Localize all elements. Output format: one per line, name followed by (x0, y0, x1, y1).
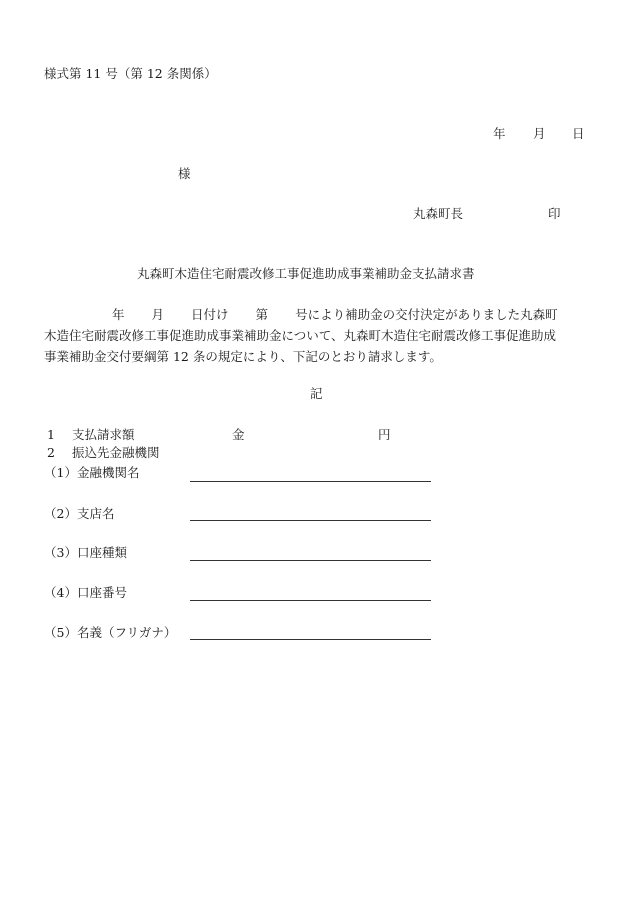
body-line-1 (44, 304, 590, 325)
bank-name-field[interactable] (190, 481, 431, 482)
body-line-1-rest: 号により補助金の交付決定がありました丸森町 (295, 307, 558, 322)
issuer-title: 丸森町長 (413, 206, 464, 221)
date-month-label: 月 (533, 126, 546, 141)
amount-kin-label: 金 (232, 427, 245, 442)
document-title: 丸森町木造住宅耐震改修工事促進助成事業補助金支払請求書 (137, 266, 475, 281)
addressee-suffix: 様 (178, 166, 191, 181)
account-type-field[interactable] (190, 560, 431, 561)
form-number: 様式第 11 号（第 12 条関係） (44, 66, 217, 81)
date-day-label: 日 (572, 126, 585, 141)
item1-label: 支払請求額 (72, 427, 135, 442)
request-body (44, 304, 590, 367)
body-day-dated: 日付け (191, 307, 229, 322)
body-year: 年 (112, 307, 125, 322)
date-year-label: 年 (493, 126, 506, 141)
branch-name-field[interactable] (190, 520, 431, 521)
item2-number: 2 (47, 445, 55, 460)
ki-heading: 記 (310, 386, 323, 401)
account-number-label: （4）口座番号 (44, 585, 127, 600)
body-month: 月 (151, 307, 165, 322)
item2-label: 振込先金融機関 (72, 445, 160, 460)
account-number-field[interactable] (190, 600, 431, 601)
seal-mark: 印 (548, 206, 561, 221)
body-line-2: 木造住宅耐震改修工事促進助成事業補助金について、丸森町木造住宅耐震改修工事促進助成 (44, 328, 557, 343)
item1-number: 1 (47, 427, 55, 442)
branch-name-label: （2）支店名 (44, 506, 115, 521)
amount-yen-label: 円 (378, 427, 391, 442)
body-line-3: 事業補助金交付要綱第 12 条の規定により、下記のとおり請求します。 (44, 349, 442, 364)
body-dai: 第 (255, 307, 269, 322)
account-holder-label: （5）名義（フリガナ） (44, 625, 177, 640)
account-holder-field[interactable] (190, 639, 431, 640)
bank-name-label: （1）金融機関名 (44, 465, 140, 480)
account-type-label: （3）口座種類 (44, 545, 127, 560)
